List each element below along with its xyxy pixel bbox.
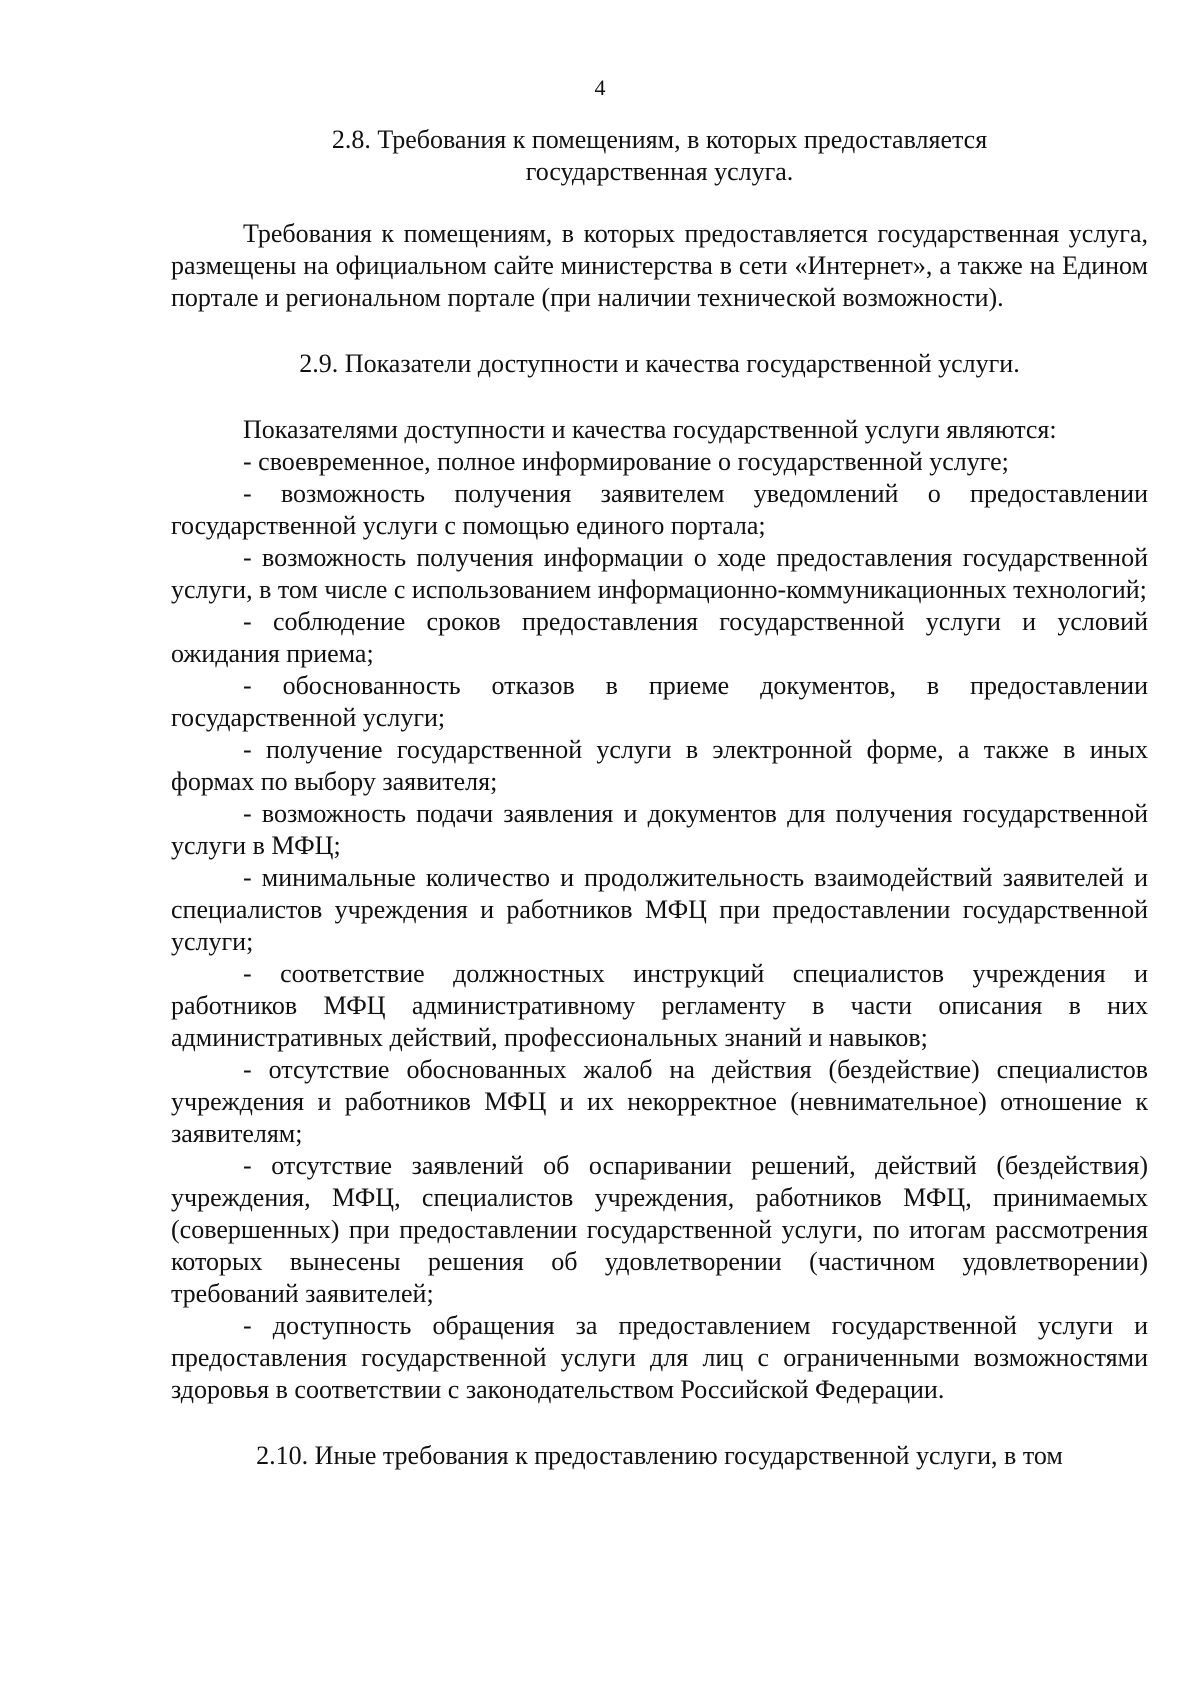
list-item: - обоснованность отказов в приеме документов, в предоставлении государственной услуги; <box>171 671 1148 732</box>
list-item: - получение государственной услуги в электронной форме, а также в иных формах по выбору заявителя; <box>171 735 1148 796</box>
list-item: - отсутствие обоснованных жалоб на действия (бездействие) специалистов учреждения и работников МФЦ и их некорректное (невнимательное) отношение к заявителям; <box>171 1055 1148 1148</box>
list-item: - доступность обращения за предоставлением государственной услуги и предоставления государственной услуги для лиц с ограниченными возможностями здоровья в соответствии с законодательством Российской Федерации. <box>171 1311 1148 1404</box>
section-2-9-intro: Показателями доступности и качества государственной услуги являются: <box>243 415 1057 444</box>
list-item: - отсутствие заявлений об оспаривании решений, действий (бездействия) учреждения, МФЦ, специалистов учреждения, работников МФЦ, принимаемых (совершенных) при предоставлении государственной услуги, по итогам рассмотрения которых вынесены решения об удовлетворении (частичном удовлетворении) требований заявителей; <box>171 1151 1148 1308</box>
list-item: - своевременное, полное информирование о государственной услуге; <box>243 447 1009 476</box>
section-2-8-paragraph: Требования к помещениям, в которых предоставляется государственная услуга, размещены на официальном сайте министерства в сети «Интернет», а также на Едином портале и региональном портале (при наличии технической возможности). <box>171 219 1148 312</box>
page-number: 4 <box>594 75 606 100</box>
section-2-8-heading-line2: государственная услуга. <box>525 157 794 186</box>
list-item: - возможность получения информации о ходе предоставления государственной услуги, в том числе с использованием информационно-коммуникационных технологий; <box>171 543 1148 604</box>
document-body <box>171 124 1148 1472</box>
list-item: - возможность подачи заявления и документов для получения государственной услуги в МФЦ; <box>171 799 1148 860</box>
list-item: - соответствие должностных инструкций специалистов учреждения и работников МФЦ административному регламенту в части описания в них административных действий, профессиональных знаний и навыков; <box>171 959 1148 1052</box>
list-item: - возможность получения заявителем уведомлений о предоставлении государственной услуги с помощью единого портала; <box>171 479 1148 540</box>
section-2-9-heading: 2.9. Показатели доступности и качества государственной услуги. <box>299 349 1020 378</box>
list-item: - минимальные количество и продолжительность взаимодействий заявителей и специалистов учреждения и работников МФЦ при предоставлении государственной услуги; <box>171 863 1148 956</box>
list-item: - соблюдение сроков предоставления государственной услуги и условий ожидания приема; <box>171 607 1148 668</box>
section-2-8-heading-line1: 2.8. Требования к помещениям, в которых предоставляется <box>331 125 988 154</box>
section-2-10-heading: 2.10. Иные требования к предоставлению государственной услуги, в том <box>256 1441 1063 1470</box>
